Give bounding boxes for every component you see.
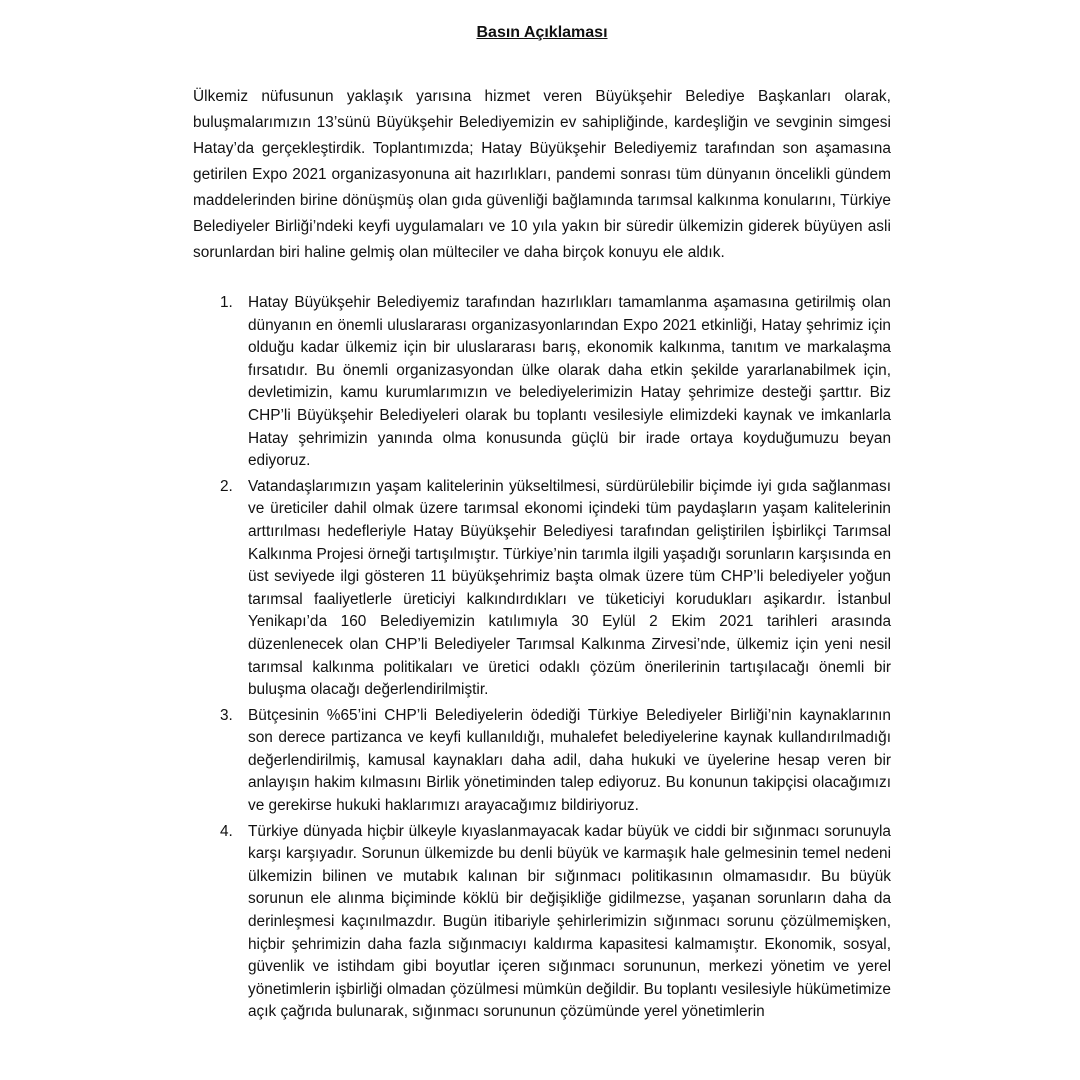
document-title: Basın Açıklaması	[476, 24, 608, 41]
list-item-text: Türkiye dünyada hiçbir ülkeyle kıyaslanmayacak kadar büyük ve ciddi bir sığınmacı sorunuyla karşı karşıyadır. Sorunun ülkemizde bu denli büyük ve karmaşık hale gelmesinin temel nedeni ülkemizin bilinen ve mutabık kalınan bir sığınmacı politikasının olmamasıdır. Bu büyük sorunun ele alınma biçiminde köklü bir değişikliğe gidilmezse, yaşanan sorunların daha da derinleşmesi kaçınılmazdır. Bugün itibariyle şehirlerimizin sığınmacı sorunu çözülmemişken, hiçbir şehrimizin daha fazla sığınmacıyı kaldırma kapasitesi kalmamıştır. Ekonomik, sosyal, güvenlik ve istihdam gibi boyutlar içeren sığınmacı sorununun, merkezi yönetim ve yerel yönetimlerin işbirliği olmadan çözülmesi mümkün değildir. Bu toplantı vesilesiyle hükümetimize açık çağrıda bulunarak, sığınmacı sorununun çözümünde yerel yönetimlerin	[248, 822, 891, 1021]
list-item	[193, 292, 891, 473]
list-item-text: Hatay Büyükşehir Belediyemiz tarafından hazırlıkları tamamlanma aşamasına getirilmiş olan dünyanın en önemli uluslararası organizasyonlarından Expo 2021 etkinliği, Hatay şehrimiz için olduğu kadar ülkemiz için bir uluslararası barış, ekonomik kalkınma, tanıtım ve markalaşma fırsatıdır. Bu önemli organizasyondan ülke olarak daha etkin şekilde yararlanabilmek için, devletimizin, kamu kurumlarımızın ve belediyelerimizin Hatay şehrimize desteği şarttır. Biz CHP’li Büyükşehir Belediyeleri olarak bu toplantı vesilesiyle elimizdeki kaynak ve imkanlarla Hatay şehrimizin yanında olma konusunda güçlü bir irade ortaya koyduğumuzu beyan ediyoruz.	[248, 294, 891, 470]
list-item	[193, 476, 891, 702]
intro-paragraph: Ülkemiz nüfusunun yaklaşık yarısına hizmet veren Büyükşehir Belediye Başkanları olarak, buluşmalarımızın 13’sünü Büyükşehir Belediyemizin ev sahipliğinde, kardeşliğin ve sevginin simgesi Hatay’da gerçekleştirdik. Toplantımızda; Hatay Büyükşehir Belediyemiz tarafından son aşamasına getirilen Expo 2021 organizasyonuna ait hazırlıkları, pandemi sonrası tüm dünyanın öncelikli gündem maddelerinden birine dönüşmüş olan gıda güvenliği bağlamında tarımsal kalkınma konularını, Türkiye Belediyeler Birliği’ndeki keyfi uygulamaları ve 10 yıla yakın bir süredir ülkemizin giderek büyüyen asli sorunlardan biri haline gelmiş olan mülteciler ve daha birçok konuyu ele aldık.	[193, 88, 891, 261]
numbered-list	[193, 292, 891, 1024]
list-item-text: Bütçesinin %65’ini CHP’li Belediyelerin ödediği Türkiye Belediyeler Birliği’nin kaynaklarının son derece partizanca ve keyfi kullanıldığı, muhalefet belediyelerine kaynak kullandırılmadığı değerlendirilmiş, kamusal kaynakları daha adil, daha hukuki ve üyelerine hesap veren bir anlayışın hakim kılmasını Birlik yönetiminden talep ediyoruz. Bu konunun takipçisi olacağımızı ve gerekirse hukuki haklarımızı arayacağımız bildiriyoruz.	[248, 706, 891, 815]
list-item-number: 4.	[220, 822, 233, 840]
list-item-number: 1.	[220, 294, 233, 311]
list-item	[193, 705, 891, 818]
list-item-number: 3.	[220, 706, 233, 724]
list-item-text: Vatandaşlarımızın yaşam kalitelerinin yükseltilmesi, sürdürülebilir biçimde iyi gıda sağlanması ve üreticiler dahil olmak üzere tarımsal ekonomi içindeki tüm paydaşların yaşam kalitelerinin arttırılması hedefleriyle Hatay Büyükşehir Belediyesi tarafından geliştirilen İşbirlikçi Tarımsal Kalkınma Projesi örneği tartışılmıştır. Türkiye’nin tarımla ilgili yaşadığı sorunların karşısında en üst seviyede ilgi gösteren 11 büyükşehrimiz başta olmak üzere tüm CHP’li belediyeler yoğun tarımsal faaliyetlerle üreticiyi kalkındırdıkları ve tüketiciyi korudukları aşikardır. İstanbul Yenikapı’da 160 Belediyemizin katılımıyla 30 Eylül 2 Ekim 2021 tarihleri arasında düzenlenecek olan CHP’li Belediyeler Tarımsal Kalkınma Zirvesi’nde, ülkemiz için yeni nesil tarımsal kalkınma politikaları ve üretici odaklı çözüm önerilerinin tartışılacağı önemli bir buluşma olacağı değerlendirilmiştir.	[248, 477, 891, 699]
list-item	[193, 821, 891, 1024]
list-item-number: 2.	[220, 477, 233, 495]
